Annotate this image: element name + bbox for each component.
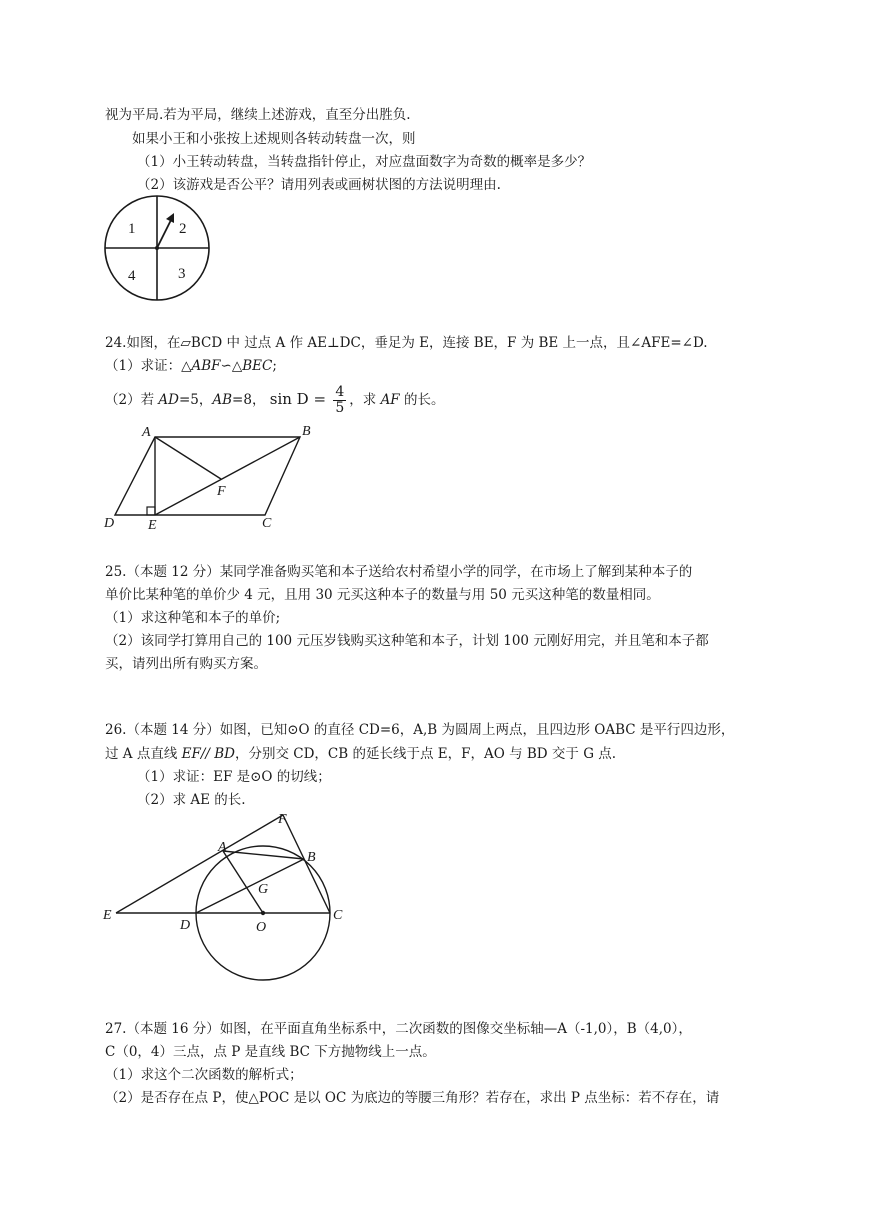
label-c: C — [333, 908, 343, 923]
q24-sub1-expression: △ABF∽△BEC — [181, 358, 273, 374]
label-d: D — [104, 516, 115, 531]
q27-statement-line-2: C（0，4）三点，点 P 是直线 BC 下方抛物线上一点。 — [105, 1044, 436, 1060]
q25-subquestion-2-line-2: 买，请列出所有购买方案。 — [105, 656, 267, 672]
q25-subquestion-2-line-1: （2）该同学打算用自己的 100 元压岁钱购买这种笔和本子，计划 100 元刚好用完，并且笔和本子都 — [105, 633, 709, 649]
q24-fraction-denominator: 5 — [335, 400, 345, 416]
q24-ab: AB — [212, 392, 233, 408]
spinner-pointer — [157, 218, 172, 248]
spinner-pivot — [155, 246, 159, 250]
center-dot — [261, 911, 265, 915]
q27-subquestion-1: （1）求这个二次函数的解析式； — [105, 1067, 303, 1083]
q24-ad-value: =5， — [178, 392, 213, 408]
q24-sin-expression: sin D = — [269, 390, 327, 408]
right-angle-mark — [147, 507, 155, 515]
label-d: D — [180, 918, 191, 933]
q26-statement-line-2 — [105, 745, 616, 763]
q24-subquestion-1 — [105, 357, 277, 375]
q24-af: AF — [380, 392, 400, 408]
q26-statement-line-1: 26.（本题 14 分）如图，已知⊙O 的直径 CD=6，A,B 为圆周上两点，且四边形 OABC 是平行四边形， — [105, 722, 735, 738]
q25-statement-line-2: 单价比某种笔的单价少 4 元，且用 30 元买这种本子的数量与用 50 元买这种笔的数量相同。 — [105, 587, 660, 603]
q24-fraction-numerator: 4 — [335, 384, 345, 400]
label-b: B — [307, 850, 316, 865]
q24-subquestion-2 — [105, 382, 444, 417]
q23-line-2: 如果小王和小张按上述规则各转动转盘一次，则 — [132, 131, 416, 147]
q24-fraction — [333, 385, 346, 416]
label-a: A — [142, 425, 151, 440]
spinner-number-4: 4 — [128, 268, 136, 284]
q23-line-1: 视为平局.若为平局，继续上述游戏，直至分出胜负. — [105, 107, 411, 123]
segment-bd — [196, 859, 304, 913]
q26-line2-prefix: 过 A 点直线 — [105, 746, 182, 762]
label-e: E — [148, 518, 157, 533]
label-f: F — [278, 812, 287, 827]
label-g: G — [258, 882, 269, 897]
q24-sub1-end: ; — [272, 358, 277, 374]
spinner-number-1: 1 — [128, 221, 136, 237]
q26-line2-suffix: ，分别交 CD，CB 的延长线于点 E，F，AO 与 BD 交于 G 点. — [234, 746, 617, 762]
q24-ad: AD — [158, 392, 179, 408]
parallelogram-outline — [115, 437, 300, 515]
line-ef — [116, 815, 283, 913]
q24-sub2-prefix: （2）若 — [105, 392, 159, 408]
q24-sub2-end: 的长。 — [399, 392, 445, 408]
q23-subquestion-2: （2）该游戏是否公平？请用列表或画树状图的方法说明理由. — [137, 177, 501, 193]
label-o: O — [256, 920, 267, 935]
q25-statement-line-1: 25.（本题 12 分）某同学准备购买笔和本子送给农村希望小学的同学，在市场上了解到某种本子的 — [105, 564, 693, 580]
spinner-figure — [102, 188, 226, 312]
q24-sub1-prefix: （1）求证： — [105, 358, 182, 374]
q25-subquestion-1: （1）求这种笔和本子的单价; — [105, 610, 281, 626]
q27-subquestion-2: （2）是否存在点 P，使△POC 是以 OC 为底边的等腰三角形？若存在，求出 P 点坐标：若不存在，请 — [105, 1090, 720, 1106]
spinner-number-3: 3 — [178, 266, 186, 282]
label-c: C — [262, 516, 272, 531]
q26-ef-parallel-bd: EF// BD — [181, 746, 235, 762]
label-a: A — [218, 840, 227, 855]
q24-ab-value: =8， — [232, 392, 266, 408]
q26-subquestion-1: （1）求证：EF 是⊙O 的切线； — [137, 769, 331, 785]
q27-statement-line-1: 27.（本题 16 分）如图，在平面直角坐标系中，二次函数的图像交坐标轴—A（-1,0），B（4,0）， — [105, 1021, 692, 1037]
segment-be — [155, 437, 300, 515]
q26-subquestion-2: （2）求 AE 的长. — [137, 792, 246, 808]
q24-statement: 24.如图，在▱BCD 中 过点 A 作 AE⊥DC，垂足为 E，连接 BE，F 为 BE 上一点，且∠AFE=∠D. — [105, 335, 708, 351]
label-f: F — [217, 484, 226, 499]
label-b: B — [302, 424, 311, 439]
parallelogram-figure — [100, 420, 320, 536]
label-e: E — [103, 908, 112, 923]
q23-subquestion-1: （1）小王转动转盘，当转盘指针停止，对应盘面数字为奇数的概率是多少？ — [137, 154, 592, 170]
segment-af — [155, 437, 221, 479]
spinner-number-2: 2 — [179, 221, 187, 237]
circle-tangent-figure — [100, 810, 360, 985]
q24-sub2-mid: ，求 — [349, 392, 381, 408]
